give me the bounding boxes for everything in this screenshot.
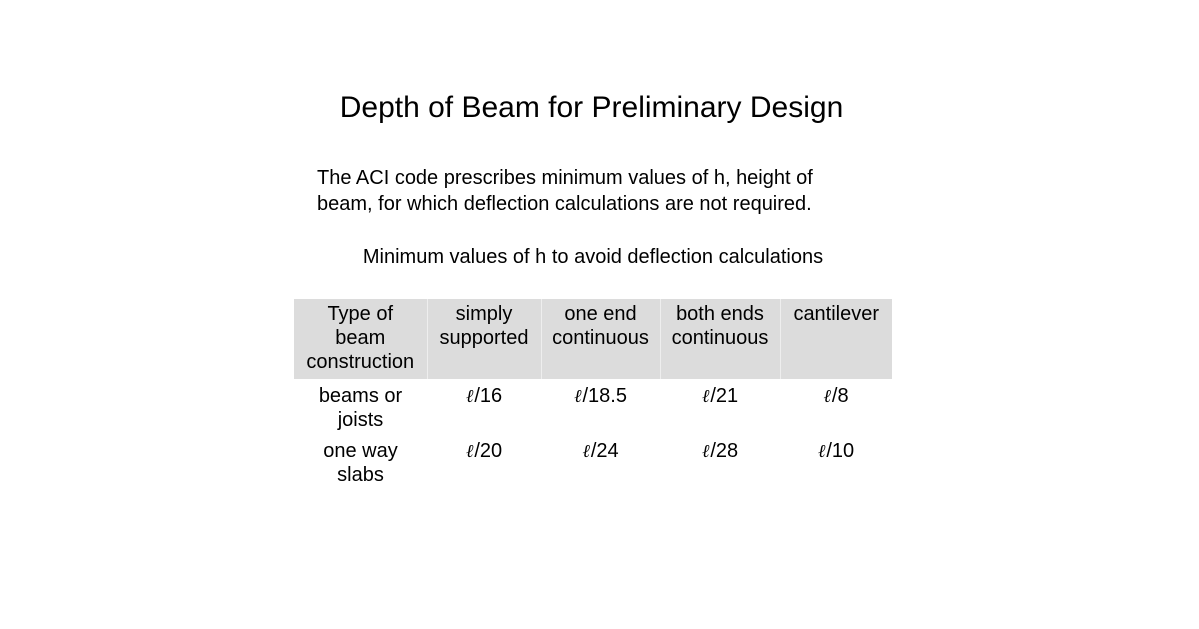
header-simply-supported: [427, 299, 541, 379]
min-depth-table: [294, 299, 892, 493]
cell-value: /21: [710, 385, 739, 407]
header-line: both ends: [676, 303, 764, 325]
table-cell: [427, 437, 541, 493]
row-label-line: slabs: [337, 464, 384, 486]
cell-value: /28: [710, 440, 739, 462]
table-cell: [427, 379, 541, 437]
cell-value: /10: [826, 440, 855, 462]
header-line: Type of: [327, 303, 394, 325]
cell-value: /18.5: [582, 385, 627, 407]
header-both-ends-continuous: [660, 299, 780, 379]
span-length-symbol: ℓ: [465, 441, 474, 462]
intro-paragraph: [317, 165, 877, 217]
row-label-line: joists: [337, 409, 384, 431]
slide-title: Depth of Beam for Preliminary Design: [339, 91, 844, 124]
header-cantilever: [780, 299, 892, 379]
table-row: [294, 437, 892, 493]
header-line: construction: [306, 351, 415, 373]
intro-line: beam, for which deflection calculations are not required.: [317, 193, 812, 215]
table-header-row: [294, 299, 892, 379]
table-cell: [541, 379, 660, 437]
span-length-symbol: ℓ: [817, 441, 826, 462]
span-length-symbol: ℓ: [582, 441, 590, 462]
table-cell: [780, 379, 892, 437]
span-length-symbol: ℓ: [701, 386, 710, 407]
table-cell: [660, 379, 780, 437]
row-label-line: beams or: [318, 385, 403, 407]
table-cell: [541, 437, 660, 493]
span-length-symbol: ℓ: [823, 386, 831, 407]
header-line: supported: [439, 327, 529, 349]
header-line: simply: [455, 303, 513, 325]
header-line: continuous: [671, 327, 769, 349]
span-length-symbol: ℓ: [465, 386, 474, 407]
header-line: one end: [564, 303, 637, 325]
header-line: beam: [335, 327, 386, 349]
cell-value: /24: [590, 440, 619, 462]
cell-value: /8: [831, 385, 849, 407]
cell-value: /20: [474, 440, 503, 462]
table-cell: [660, 437, 780, 493]
row-label-one-way-slabs: [294, 437, 427, 493]
header-beam-construction: [294, 299, 427, 379]
cell-value: /16: [474, 385, 503, 407]
span-length-symbol: ℓ: [574, 386, 582, 407]
header-line: cantilever: [793, 303, 880, 325]
header-one-end-continuous: [541, 299, 660, 379]
table-cell: [780, 437, 892, 493]
table-row: [294, 379, 892, 437]
span-length-symbol: ℓ: [701, 441, 710, 462]
header-line: continuous: [552, 327, 649, 349]
table-caption: Minimum values of h to avoid deflection calculations: [362, 246, 824, 268]
row-label-beams-joists: [294, 379, 427, 437]
intro-line: The ACI code prescribes minimum values of h, height of: [317, 167, 813, 189]
row-label-line: one way: [323, 440, 398, 462]
